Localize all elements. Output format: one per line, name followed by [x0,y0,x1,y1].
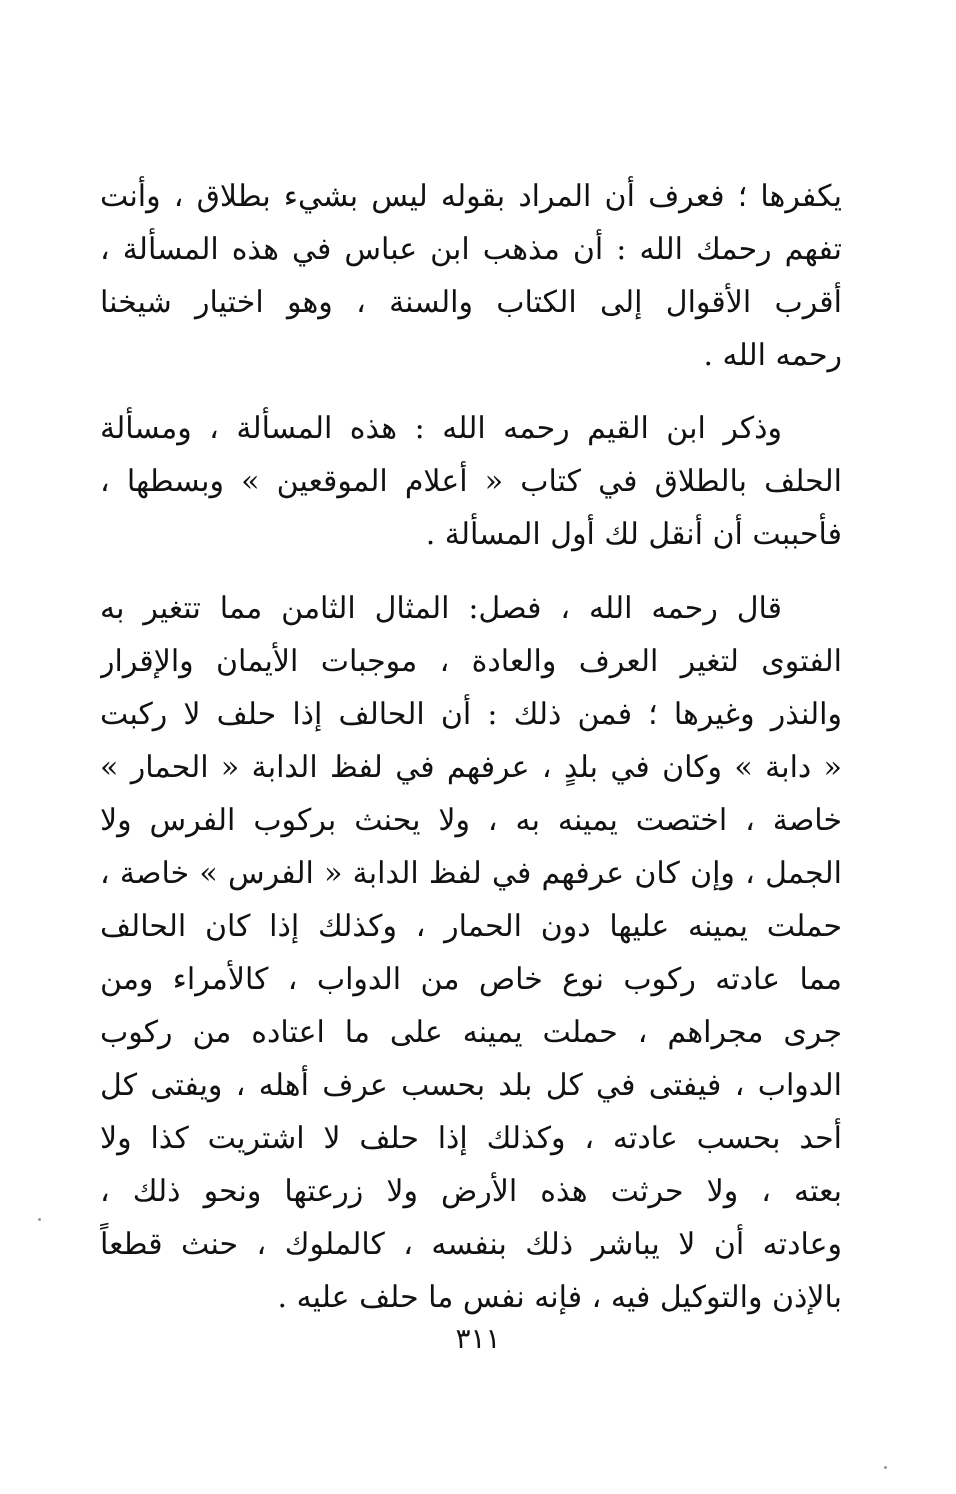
text-line: مما عادته ركوب نوع خاص من الدواب ، كالأمراء ومن [100,962,842,997]
text-line: أحد بحسب عادته ، وكذلك إذا حلف لا اشتريت كذا ولا [100,1121,842,1156]
text-line: تفهم رحمك الله : أن مذهب ابن عباس في هذه المسألة ، [100,232,842,267]
text-line: بعته ، ولا حرثت هذه الأرض ولا زرعتها ونحو ذلك ، [100,1174,842,1209]
text-line: بالإذن والتوكيل فيه ، فإنه نفس ما حلف عليه . [277,1280,842,1315]
paragraph-1 [100,170,842,382]
paragraph-2 [100,402,842,561]
page-number: ٣١١ [455,1322,501,1355]
text-line: الدواب ، فيفتى في كل بلد بحسب عرف أهله ، ويفتى كل [100,1068,842,1103]
text-line: جرى مجراهم ، حملت يمينه على ما اعتاده من ركوب [100,1015,842,1050]
scan-speck [38,1218,41,1221]
text-line: وذكر ابن القيم رحمه الله : هذه المسألة ، ومسألة [100,411,782,446]
text-line: يكفرها ؛ فعرف أن المراد بقوله ليس بشيء بطلاق ، وأنت [100,179,842,214]
text-line: فأحببت أن أنقل لك أول المسألة . [425,517,842,552]
text-line: الحلف بالطلاق في كتاب « أعلام الموقعين » وبسطها ، [100,464,842,499]
text-line: خاصة ، اختصت يمينه به ، ولا يحنث بركوب الفرس ولا [100,803,842,838]
paragraph-3 [100,582,842,1324]
text-line: وعادته أن لا يباشر ذلك بنفسه ، كالملوك ، حنث قطعاً [100,1227,842,1262]
scan-speck [884,1466,887,1469]
text-line: الجمل ، وإن كان عرفهم في لفظ الدابة « الفرس » خاصة ، [100,856,842,891]
text-line: أقرب الأقوال إلى الكتاب والسنة ، وهو اختيار شيخنا [100,285,842,320]
text-line: قال رحمه الله ، فصل: المثال الثامن مما تتغير به [100,591,782,626]
text-line: رحمه الله . [703,338,842,373]
text-line: الفتوى لتغير العرف والعادة ، موجبات الأيمان والإقرار [100,644,842,679]
text-line: حملت يمينه عليها دون الحمار ، وكذلك إذا كان الحالف [100,909,842,944]
text-line: « دابة » وكان في بلدٍ ، عرفهم في لفظ الدابة « الحمار » [100,750,842,785]
text-line: والنذر وغيرها ؛ فمن ذلك : أن الحالف إذا حلف لا ركبت [100,697,842,732]
